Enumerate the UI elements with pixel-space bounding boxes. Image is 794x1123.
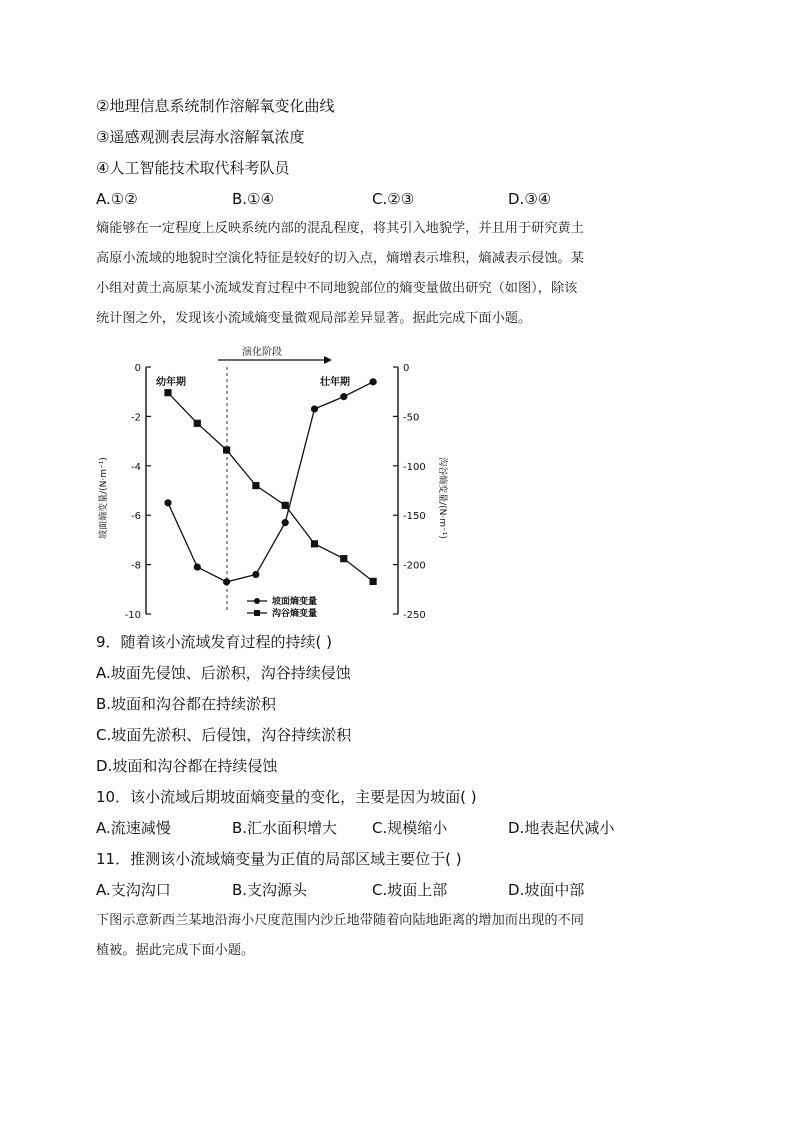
gully-point (252, 482, 259, 489)
slope-point (194, 563, 201, 570)
right-axis-title: 沟谷熵变量/(N·m⁻¹) (437, 457, 447, 539)
q8-option-b: B.①④ (232, 190, 274, 208)
slope-point (370, 378, 377, 385)
right-tick-label: -150 (403, 511, 426, 523)
intro-line: 小组对黄土高原某小流域发育过程中不同地貌部位的熵变量做出研究（如图），除该 (96, 281, 578, 296)
left-tick-label: -2 (131, 412, 141, 424)
series-layer (164, 378, 376, 585)
q11-option-d: D.坡面中部 (508, 881, 585, 899)
q11-option-b: B.支沟源头 (232, 881, 308, 899)
intro-line: 熵能够在一定程度上反映系统内部的混乱程度，将其引入地貌学，并且用于研究黄土 (96, 221, 584, 236)
left-tick-label: -4 (131, 461, 141, 473)
q10-stem: 10．该小流域后期坡面熵变量的变化，主要是因为坡面( ) (96, 788, 477, 806)
gully-point (223, 446, 230, 453)
slope-point (311, 405, 318, 412)
legend-circle-marker (254, 598, 260, 604)
q11-option-a: A.支沟沟口 (96, 881, 171, 899)
series-line-slope (168, 382, 373, 582)
slope-point (282, 519, 289, 526)
q9-option-c: C.坡面先淤积、后侵蚀，沟谷持续淤积 (96, 726, 352, 744)
stage-arrow-head (324, 356, 332, 364)
right-tick-label: -250 (403, 610, 426, 621)
right-tick-label: -50 (403, 412, 420, 424)
q8-option-d: D.③④ (508, 190, 552, 208)
intro-paragraph (96, 214, 696, 334)
q8-option-a: A.①② (96, 190, 138, 208)
item-3: ③遥感观测表层海水溶解氧浓度 (96, 128, 305, 146)
gully-point (370, 578, 377, 585)
outro-line: 下图示意新西兰某地沿海小尺度范围内沙丘地带随着向陆地距离的增加而出现的不同 (96, 913, 584, 928)
left-tick-label: 0 (134, 363, 141, 374)
right-tick-label: 0 (403, 363, 410, 374)
q10-option-a: A.流速减慢 (96, 819, 171, 837)
right-tick-label: -100 (403, 461, 426, 473)
gully-point (282, 502, 289, 509)
q10-option-b: B.汇水面积增大 (232, 819, 338, 837)
gully-point (311, 540, 318, 547)
gully-point (340, 555, 347, 562)
legend-label-slope: 坡面熵变量 (272, 597, 318, 607)
slope-point (164, 499, 171, 506)
q9-stem: 9．随着该小流域发育过程的持续( ) (96, 633, 333, 651)
q9-option-a: A.坡面先侵蚀、后淤积，沟谷持续侵蚀 (96, 664, 351, 682)
q10-option-d: D.地表起伏减小 (508, 819, 615, 837)
item-4: ④人工智能技术取代科考队员 (96, 159, 290, 177)
legend (247, 595, 317, 619)
outro-paragraph (96, 906, 696, 966)
stage-label-young: 幼年期 (156, 377, 186, 388)
chart-title: 演化阶段 (242, 347, 282, 358)
outro-line: 植被。据此完成下面小题。 (96, 943, 255, 958)
q11-option-c: C.坡面上部 (372, 881, 448, 899)
q9-option-d: D.坡面和沟谷都在持续侵蚀 (96, 757, 278, 775)
q8-option-c: C.②③ (372, 190, 415, 208)
intro-line: 统计图之外，发现该小流域熵变量微观局部差异显著。据此完成下面小题。 (96, 311, 532, 326)
gully-point (164, 389, 171, 396)
left-tick-label: -6 (131, 511, 141, 523)
q10-option-c: C.规模缩小 (372, 819, 448, 837)
left-tick-label: -10 (124, 610, 141, 621)
item-2: ②地理信息系统制作溶解氧变化曲线 (96, 97, 335, 115)
entropy-chart (92, 338, 452, 626)
stage-label-mature: 壮年期 (320, 377, 350, 388)
left-ticks (125, 363, 151, 621)
q11-stem: 11．推测该小流域熵变量为正值的局部区域主要位于( ) (96, 850, 462, 868)
slope-point (252, 571, 259, 578)
q9-option-b: B.坡面和沟谷都在持续淤积 (96, 695, 277, 713)
right-tick-label: -200 (403, 560, 426, 572)
legend-square-marker (254, 610, 260, 616)
slope-point (223, 578, 230, 585)
legend-label-gully: 沟谷熵变量 (272, 609, 318, 619)
gully-point (194, 420, 201, 427)
left-axis-title: 坡面熵变量/(N·m⁻¹) (99, 457, 109, 539)
slope-point (340, 393, 347, 400)
left-tick-label: -8 (131, 560, 141, 572)
intro-line: 高原小流域的地貌时空演化特征是较好的切入点，熵增表示堆积，熵减表示侵蚀。某 (96, 251, 584, 266)
